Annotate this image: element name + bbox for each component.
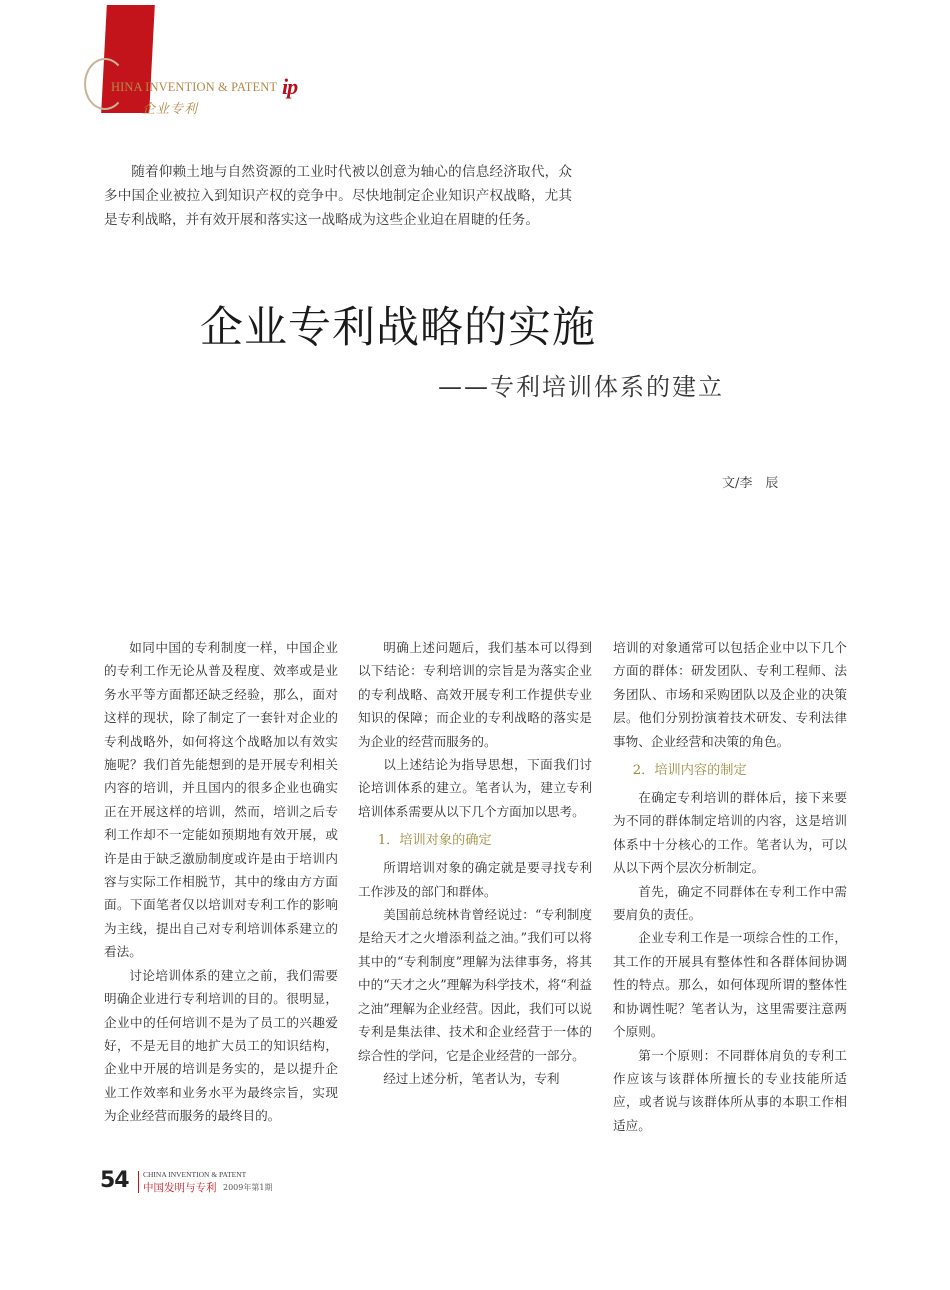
article-title: 企业专利战略的实施 bbox=[200, 303, 596, 353]
section-heading: 2．培训内容的制定 bbox=[632, 763, 747, 779]
section-heading: 1．培训对象的确定 bbox=[377, 833, 492, 849]
body-column-2 bbox=[358, 636, 592, 1090]
paragraph: 明确上述问题后，我们基本可以得到以下结论：专利培训的宗旨是为落实企业的专利战略、高效开展专利工作提供专业知识的保障；而企业的专利战略的落实是为企业的经营而服务的。 bbox=[358, 640, 592, 749]
paragraph: 如同中国的专利制度一样，中国企业的专利工作无论从普及程度、效率或是业务水平等方面都还缺乏经验，那么，面对这样的现状，除了制定了一套针对企业的专利战略外，如何将这个战略加以有效实施呢？我们首先能想到的是开展专利相关内容的培训，并且国内的很多企业也确实正在开展这样的培训，然而，培训之后专利工作却不一定能如预期地有效开展，或许是由于缺乏激励制度或许是由于培训内容与实际工作相脱节，其中的缘由方方面面。下面笔者仅以培训对专利工作的影响为主线，提出自己对专利培训体系建立的看法。 bbox=[104, 640, 338, 960]
footer-magazine-chinese: 中国发明与专利 bbox=[143, 1182, 217, 1194]
page-number: 54 bbox=[100, 1168, 129, 1193]
article-subtitle: ——专利培训体系的建立 bbox=[438, 373, 724, 401]
magazine-brand-english: HINA INVENTION & PATENT bbox=[111, 80, 278, 94]
footer-magazine-english: CHINA INVENTION & PATENT bbox=[143, 1170, 247, 1179]
section-label: 企业专利 bbox=[142, 101, 199, 116]
footer-divider bbox=[138, 1171, 139, 1193]
body-column-3 bbox=[613, 636, 847, 1137]
paragraph: 企业专利工作是一项综合性的工作，其工作的开展具有整体性和各群体间协调性的特点。那么，如何体现所谓的整体性和协调性呢？笔者认为，这里需要注意两个原则。 bbox=[613, 930, 847, 1040]
paragraph: 在确定专利培训的群体后，接下来要为不同的群体制定培训的内容，这是培训体系中十分核心的工作。笔者认为，可以从以下两个层次分析制定。 bbox=[613, 790, 847, 876]
footer-issue: 2009年第1期 bbox=[223, 1183, 273, 1192]
paragraph: 培训的对象通常可以包括企业中以下几个方面的群体：研发团队、专利工程师、法务团队、市场和采购团队以及企业的决策层。他们分别扮演着技术研发、专利法律事物、企业经营和决策的角色。 bbox=[613, 640, 847, 749]
magazine-brand-ip: ip bbox=[282, 74, 298, 99]
paragraph: 所谓培训对象的确定就是要寻找专利工作涉及的部门和群体。 bbox=[358, 860, 592, 899]
paragraph: 讨论培训体系的建立之前，我们需要明确企业进行专利培训的目的。很明显，企业中的任何培训不是为了员工的兴趣爱好，不是无目的地扩大员工的知识结构，企业中开展的培训是务实的，是以提升企业工作效率和业务水平为最终宗旨，实现为企业经营而服务的最终目的。 bbox=[104, 967, 338, 1124]
article-author: 文/李 辰 bbox=[722, 476, 779, 491]
paragraph: 以上述结论为指导思想，下面我们讨论培训体系的建立。笔者认为，建立专利培训体系需要从以下几个方面加以思考。 bbox=[358, 757, 592, 819]
paragraph: 美国前总统林肯曾经说过：“专利制度是给天才之火增添利益之油。”我们可以将其中的“专利制度”理解为法律事务，将其中的“天才之火”理解为科学技术，将“利益之油”理解为企业经营。因此，我们可以说专利是集法律、技术和企业经营于一体的综合性的学问，它是企业经营的一部分。 bbox=[358, 907, 592, 1063]
paragraph: 经过上述分析，笔者认为，专利 bbox=[383, 1070, 560, 1086]
body-column-1 bbox=[104, 636, 338, 1128]
paragraph: 首先，确定不同群体在专利工作中需要肩负的责任。 bbox=[613, 883, 847, 923]
paragraph: 第一个原则：不同群体肩负的专利工作应该与该群体所擅长的专业技能所适应，或者说与该群体所从事的本职工作相适应。 bbox=[613, 1047, 847, 1133]
intro-paragraph: 随着仰赖土地与自然资源的工业时代被以创意为轴心的信息经济取代，众多中国企业被拉入到知识产权的竞争中。尽快地制定企业知识产权战略，尤其是专利战略，并有效开展和落实这一战略成为这些企业迫在眉睫的任务。 bbox=[104, 164, 572, 228]
